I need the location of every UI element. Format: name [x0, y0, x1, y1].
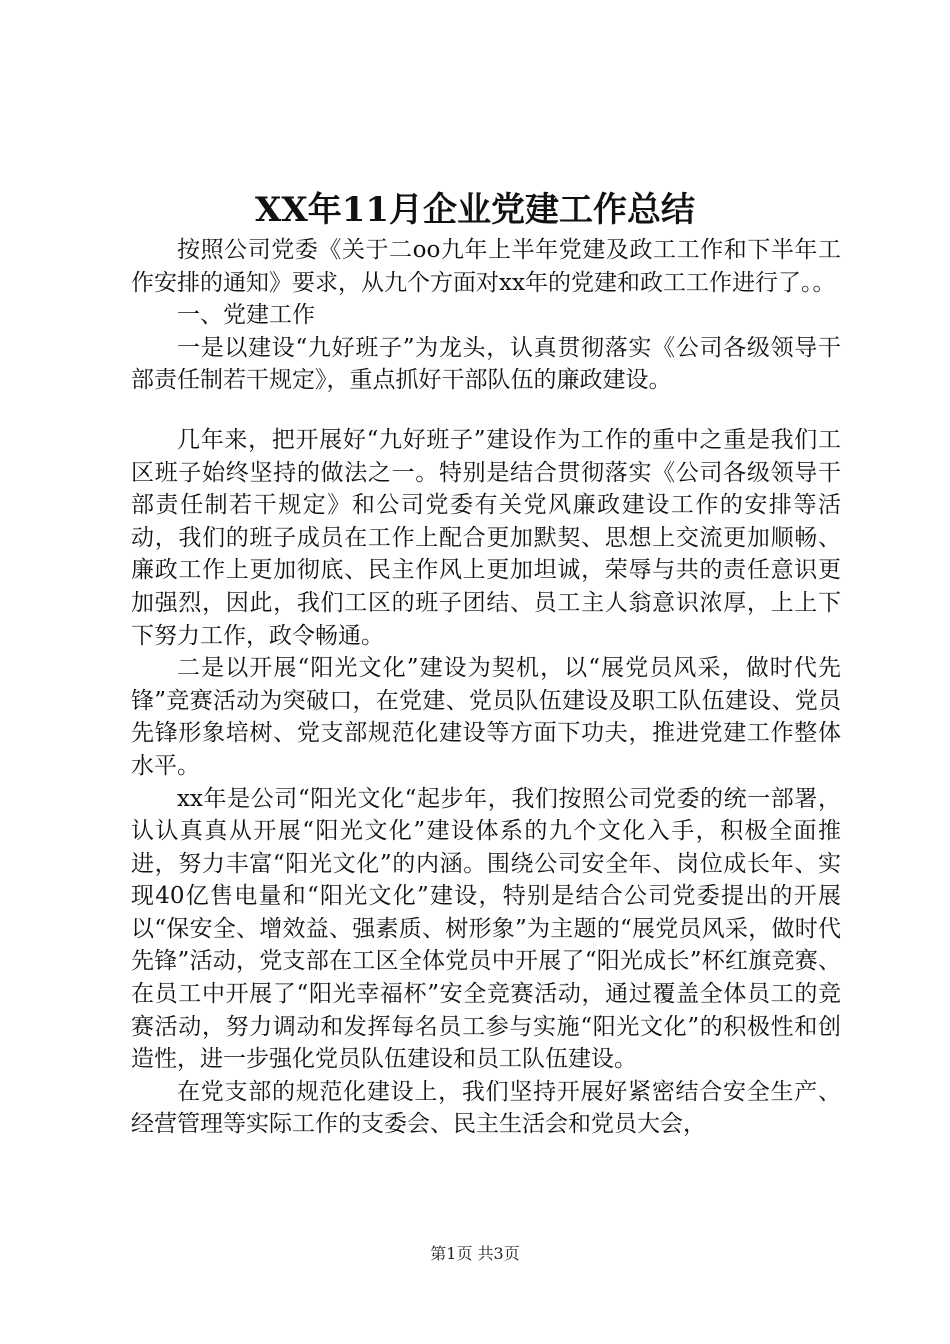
- document-body: [131, 234, 841, 1141]
- paragraph-jiuhao-banzi: 几年来，把开展好“九好班子”建设作为工作的重中之重是我们工区班子始终坚持的做法之一。特别是结合贯彻落实《公司各级领导干部责任制若干规定》和公司党委有关党风廉政建设工作的安排等活动，我们的班子成员在工作上配合更加默契、思想上交流更加顺畅、廉政工作上更加彻底、民主作风上更加坦诚，荣辱与共的责任意识更加强烈，因此，我们工区的班子团结、员工主人翁意识浓厚，上上下下努力工作，政令畅通。: [131, 426, 841, 649]
- paragraph-intro: 按照公司党委《关于二oo九年上半年党建及政工工作和下半年工作安排的通知》要求，从九个方面对xx年的党建和政工工作进行了。。: [131, 237, 841, 296]
- paragraph-point-two: 二是以开展“阳光文化”建设为契机，以“展党员风采，做时代先锋”竞赛活动为突破口，在党建、党员队伍建设及职工队伍建设、党员先锋形象培树、党支部规范化建设等方面下功夫，推进党建工作整体水平。: [131, 655, 841, 779]
- paragraph-sunshine-culture: xx年是公司“阳光文化“起步年，我们按照公司党委的统一部署，认认真真从开展“阳光文化”建设体系的九个文化入手，积极全面推进，努力丰富“阳光文化”的内涵。围绕公司安全年、岗位成长年、实现40亿售电量和“阳光文化”建设，特别是结合公司党委提出的开展以“保安全、增效益、强素质、树形象”为主题的“展党员风采，做时代先锋”活动，党支部在工区全体党员中开展了“阳光成长”杯红旗竞赛、在员工中开展了“阳光幸福杯”安全竞赛活动，通过覆盖全体员工的竞赛活动，努力调动和发挥每名员工参与实施“阳光文化”的积极性和创造性，进一步强化党员队伍建设和员工队伍建设。: [131, 785, 841, 1073]
- section-heading-party-building: 一、党建工作: [177, 302, 315, 329]
- page-number-footer: 第1页 共3页: [430, 1244, 520, 1263]
- paragraph-branch-standardization: 在党支部的规范化建设上，我们坚持开展好紧密结合安全生产、经营管理等实际工作的支委会、民主生活会和党员大会，: [131, 1078, 841, 1138]
- paragraph-point-one: 一是以建设“九好班子”为龙头，认真贯彻落实《公司各级领导干部责任制若干规定》，重点抓好干部队伍的廉政建设。: [131, 334, 841, 394]
- document-title: XX年11月企业党建工作总结: [254, 190, 696, 230]
